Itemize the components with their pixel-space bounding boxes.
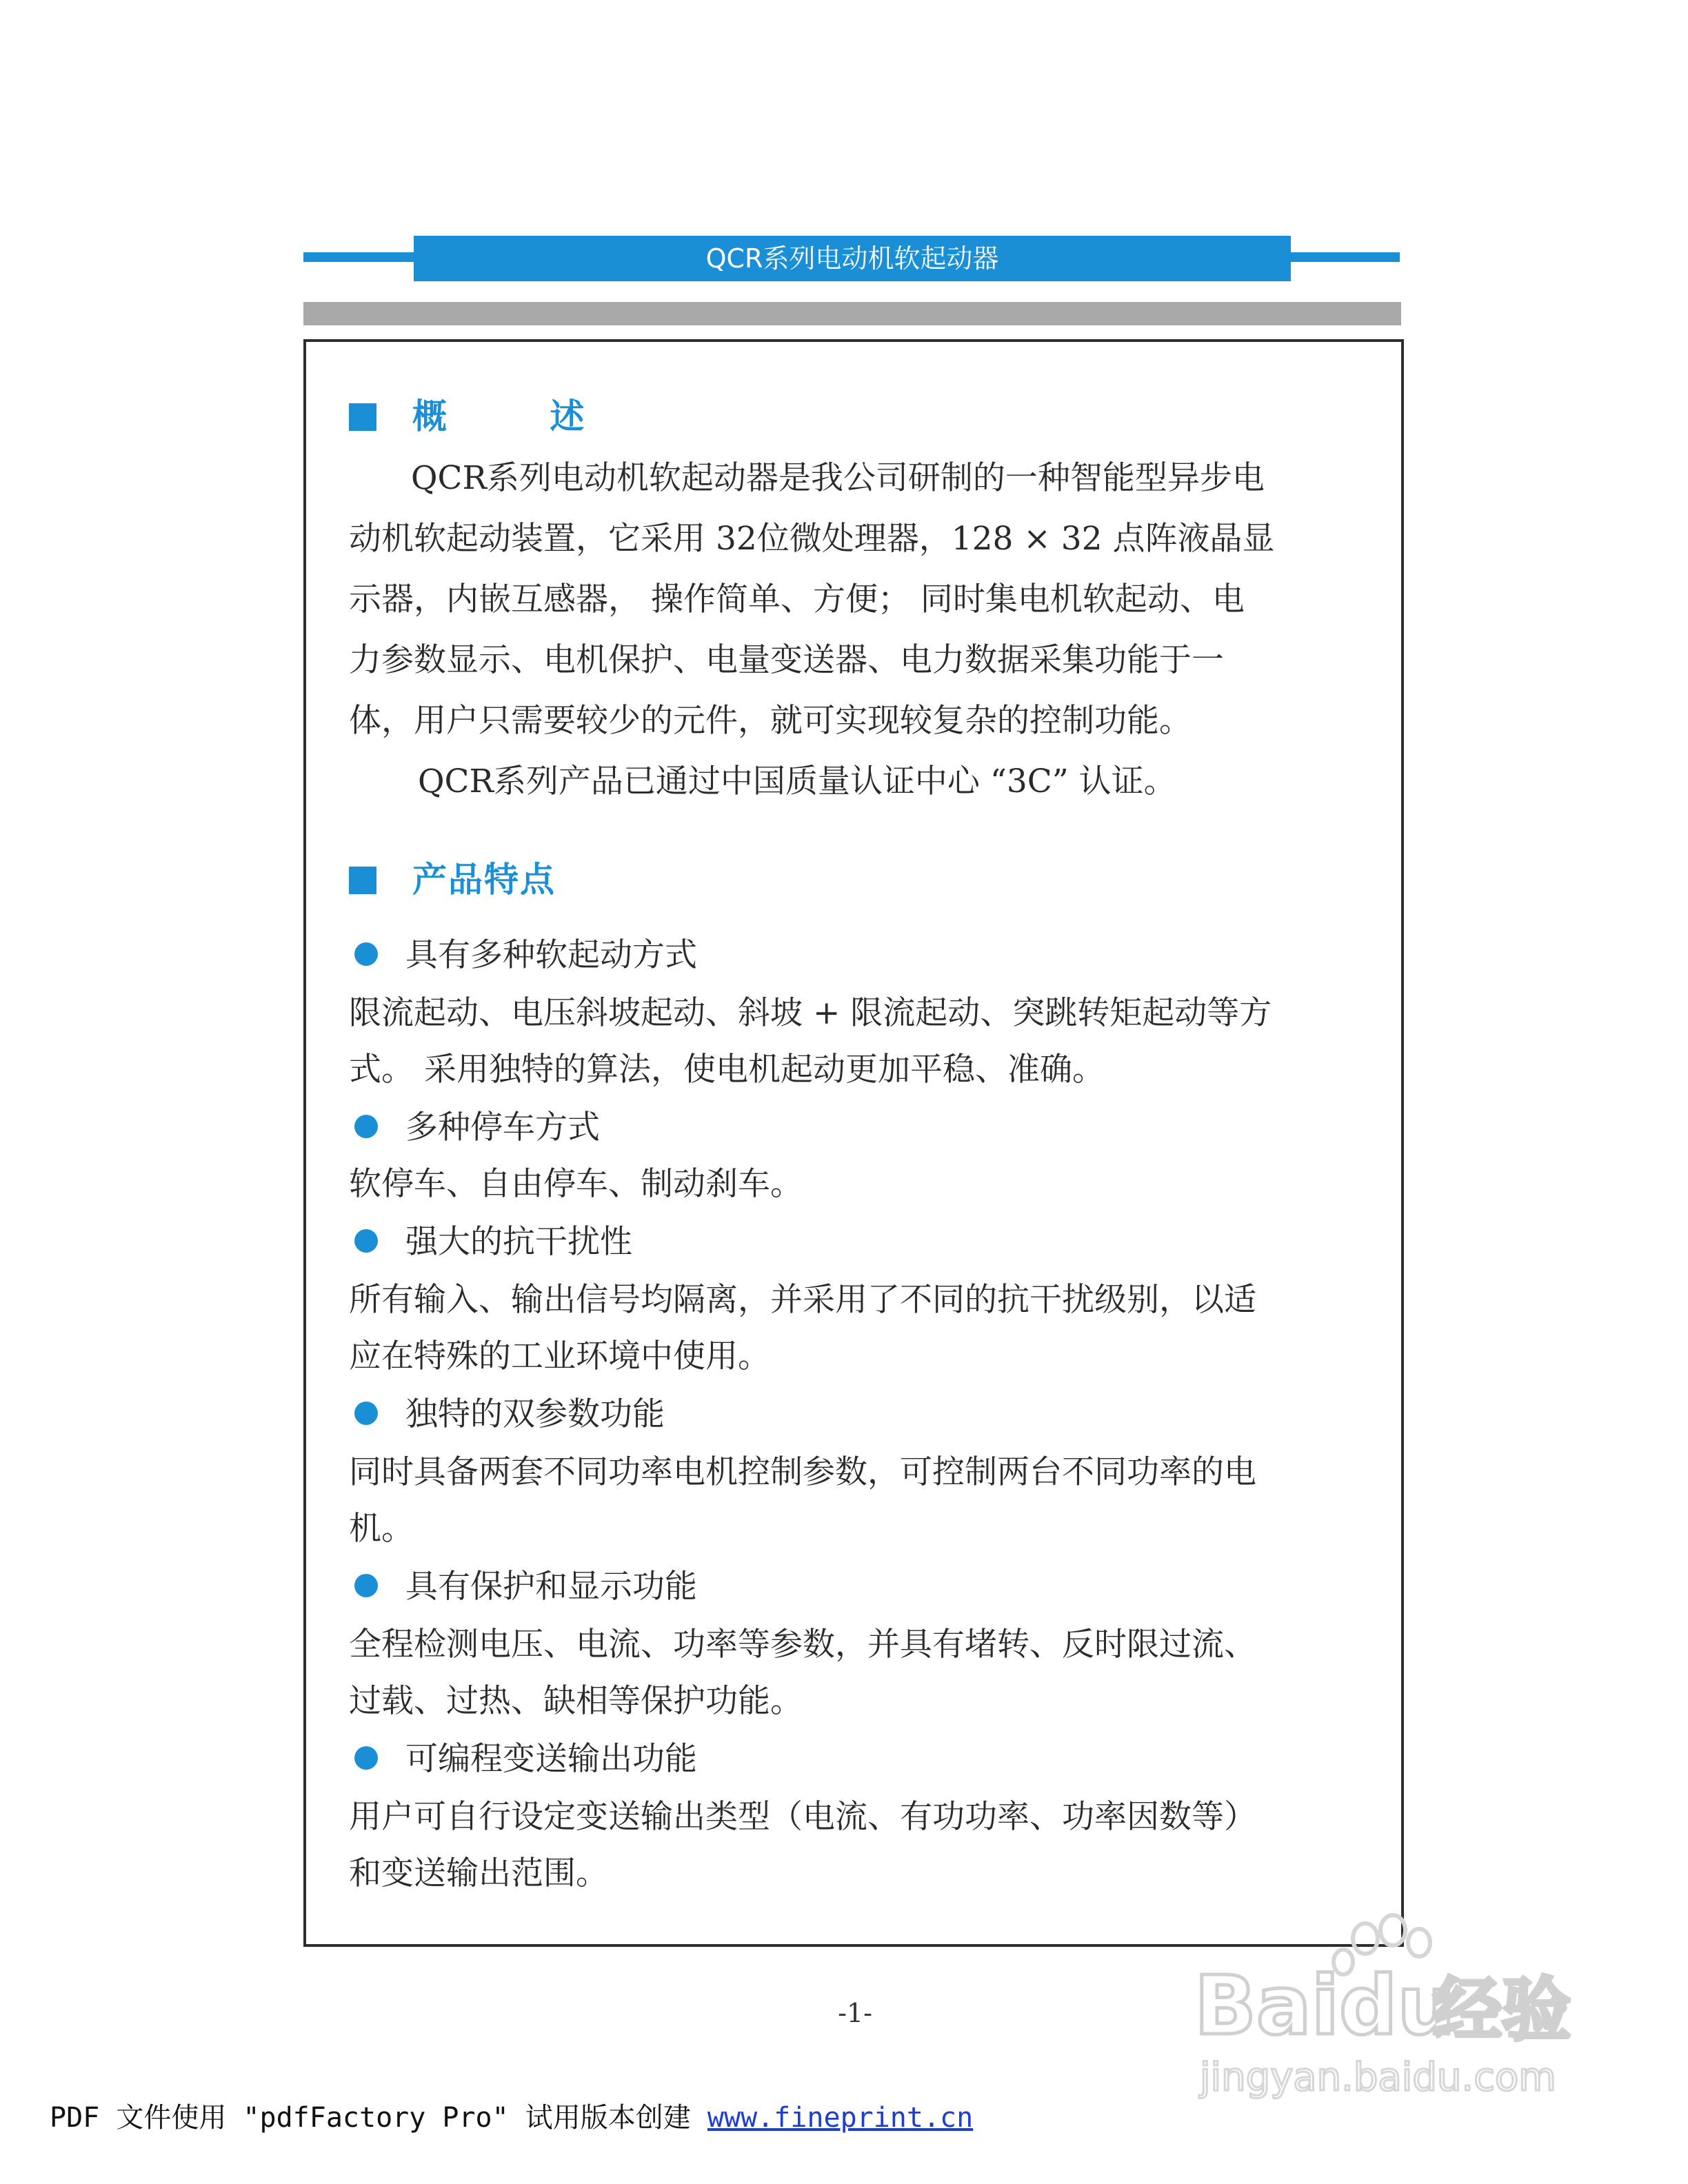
overview-line: QCR系列电动机软起动器是我公司研制的一种智能型异步电 (411, 459, 1265, 497)
square-bullet-icon (349, 867, 376, 894)
watermark-brand: Baidu (1194, 1958, 1456, 2053)
grey-divider-bar (303, 302, 1401, 325)
feature-title: 强大的抗干扰性 (354, 1213, 632, 1271)
feature-title: 独特的双参数功能 (354, 1386, 665, 1444)
bullet-dot-icon (354, 1229, 378, 1253)
watermark-url: jingyan.baidu.com (1200, 2055, 1556, 2100)
overview-line: 力参数显示、电机保护、电量变送器、电力数据采集功能于一 (349, 641, 1224, 679)
header-title: QCR系列电动机软起动器 (414, 236, 1291, 281)
feature-title: 可编程变送输出功能 (354, 1730, 697, 1788)
watermark-cn: 经验 (1433, 1970, 1571, 2050)
feature-text: 机。 (349, 1510, 414, 1548)
overview-line: 动机软起动装置，它采用 32位微处理器，128 × 32 点阵液晶显 (349, 520, 1275, 558)
certification-line: QCR系列产品已通过中国质量认证中心 “3C” 认证。 (418, 762, 1176, 800)
feature-title: 多种停车方式 (354, 1099, 600, 1157)
bullet-dot-icon (354, 1402, 378, 1425)
feature-text: 同时具备两套不同功率电机控制参数，可控制两台不同功率的电 (349, 1453, 1256, 1491)
feature-text: 用户可自行设定变送输出类型（电流、有功功率、功率因数等） (349, 1798, 1256, 1836)
page-number: -1- (838, 1998, 872, 2028)
feature-text: 和变送输出范围。 (349, 1854, 608, 1892)
header-line-right (1284, 252, 1400, 262)
feature-text: 所有输入、输出信号均隔离，并采用了不同的抗干扰级别，以适 (349, 1281, 1256, 1319)
feature-text: 全程检测电压、电流、功率等参数，并具有堵转、反时限过流、 (349, 1626, 1256, 1664)
feature-title: 具有保护和显示功能 (354, 1558, 697, 1616)
baidu-jingyan-watermark (1186, 1903, 1586, 2110)
header-line-left (303, 252, 421, 262)
feature-text: 过载、过热、缺相等保护功能。 (349, 1682, 803, 1720)
bullet-dot-icon (354, 1574, 378, 1597)
footer-link[interactable]: www.fineprint.cn (707, 2102, 974, 2134)
bullet-dot-icon (354, 1746, 378, 1770)
feature-text: 限流起动、电压斜坡起动、斜坡 + 限流起动、突跳转矩起动等方 (349, 994, 1272, 1032)
feature-text: 软停车、自由停车、制动刹车。 (349, 1165, 803, 1203)
overview-line: 体，用户只需要较少的元件，就可实现较复杂的控制功能。 (349, 702, 1192, 740)
bullet-dot-icon (354, 1115, 378, 1138)
feature-text: 应在特殊的工业环境中使用。 (349, 1337, 770, 1375)
overview-paragraph (349, 448, 1356, 812)
features-heading: 产品特点 (349, 852, 556, 907)
bullet-dot-icon (354, 942, 378, 966)
feature-title: 具有多种软起动方式 (354, 927, 697, 984)
pdf-footer (50, 2096, 973, 2135)
overview-heading: 概 述 (349, 389, 630, 444)
square-bullet-icon (349, 403, 376, 431)
overview-line: 示器，内嵌互感器， 操作简单、方便； 同时集电机软起动、电 (349, 580, 1245, 618)
feature-text: 式。 采用独特的算法，使电机起动更加平稳、准确。 (349, 1051, 1105, 1089)
footer-text: PDF 文件使用 "pdfFactory Pro" 试用版本创建 (50, 2102, 691, 2134)
